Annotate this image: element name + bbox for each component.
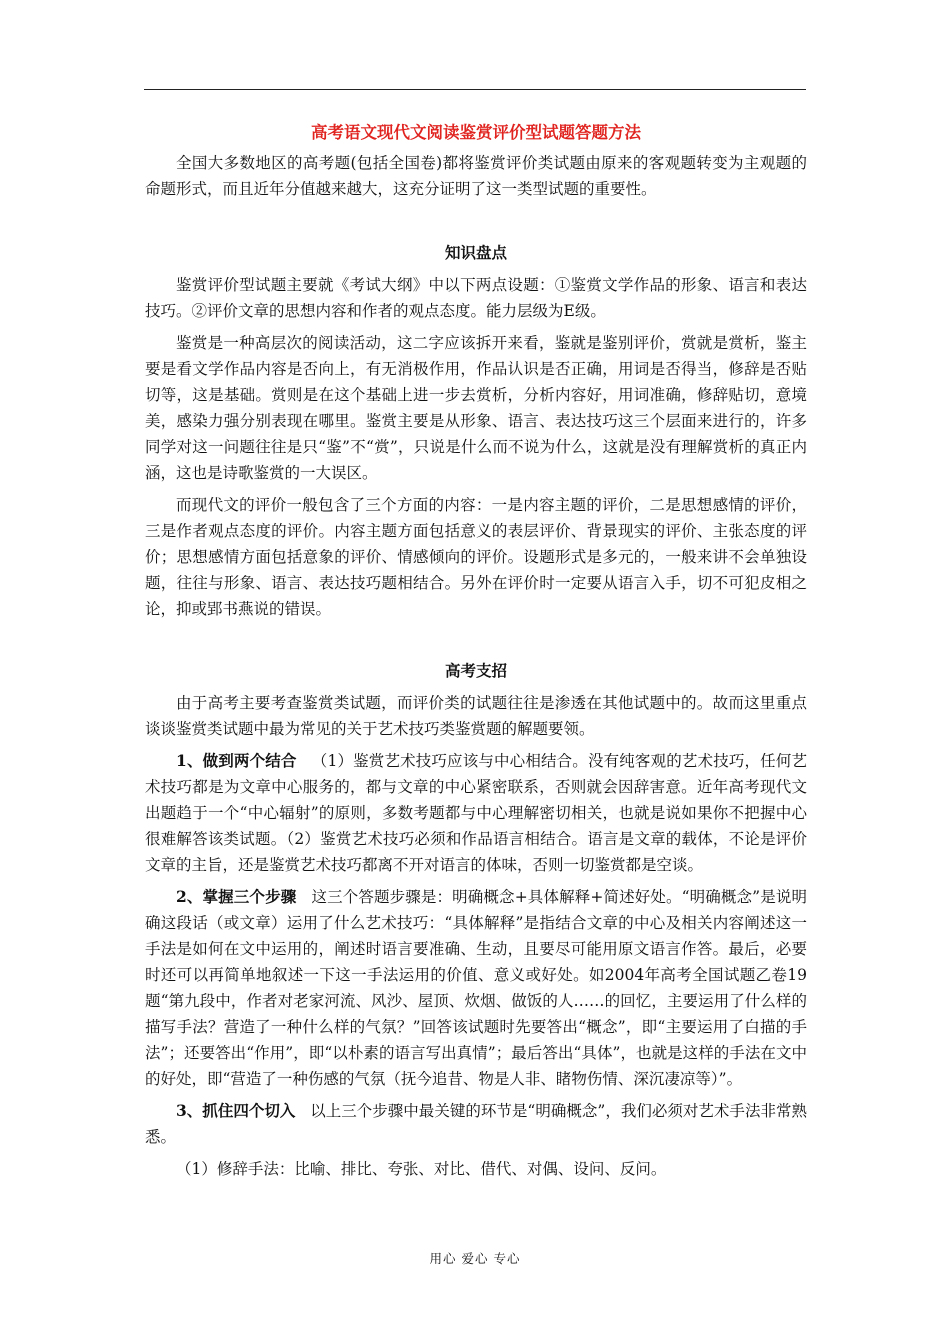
tips-item-2-body: 这三个答题步骤是：明确概念+具体解释+简述好处。“明确概念”是说明确这段话（或文章）运用了什么艺术技巧：“具体解释”是指结合文章的中心及相关内容阐述这一手法是如何在文中运用的，阐述时语言要准确、生动，且要尽可能用原文语言作答。最后，必要时还可以再简单地叙述一下这一手法运用的价值、意义或好处。如2004年高考全国试题乙卷19题“第九段中，作者对老家河流、风沙、屋顶、炊烟、做饭的人……的回忆，主要运用了什么样的描写手法？营造了一种什么样的气氛？”回答该试题时先要答出“概念”，即“主要运用了白描的手法”；还要答出“作用”，即“以朴素的语言写出真情”；最后答出“具体”，也就是这样的手法在文中的好处，即“营造了一种伤感的气氛（抚今追昔、物是人非、睹物伤情、深沉凄凉等）”。 — [145, 888, 807, 1088]
tips-paragraph-1: 由于高考主要考查鉴赏类试题，而评价类的试题往往是渗透在其他试题中的。故而这里重点谈谈鉴赏类试题中最为常见的关于艺术技巧类鉴赏题的解题要领。 — [145, 694, 807, 738]
tips-item-2 — [145, 884, 807, 1092]
tips-item-2-lead: 2、掌握三个步骤 — [176, 887, 297, 906]
tips-item-4: （1）修辞手法：比喻、排比、夸张、对比、借代、对偶、设问、反问。 — [176, 1160, 667, 1178]
tips-item-3-lead: 3、抓住四个切入 — [176, 1101, 296, 1120]
intro-paragraph: 全国大多数地区的高考题(包括全国卷)都将鉴赏评价类试题由原来的客观题转变为主观题的命题形式，而且近年分值越来越大，这充分证明了这一类型试题的重要性。 — [145, 154, 807, 198]
knowledge-paragraph-3: 而现代文的评价一般包含了三个方面的内容：一是内容主题的评价，二是思想感情的评价，三是作者观点态度的评价。内容主题方面包括意义的表层评价、背景现实的评价、主张态度的评价；思想感情方面包括意象的评价、情感倾向的评价。设题形式是多元的，一般来讲不会单独设题，往往与形象、语言、表达技巧题相结合。另外在评价时一定要从语言入手，切不可犯皮相之论，抑或郢书燕说的错误。 — [145, 496, 807, 618]
header-rule — [144, 89, 806, 90]
section-heading-knowledge: 知识盘点 — [444, 243, 507, 262]
section-heading-tips: 高考支招 — [444, 661, 507, 680]
tips-item-1-lead: 1、做到两个结合 — [176, 751, 297, 770]
tips-item-1 — [145, 748, 807, 878]
tips-item-3 — [145, 1098, 807, 1150]
knowledge-paragraph-1: 鉴赏评价型试题主要就《考试大纲》中以下两点设题：①鉴赏文学作品的形象、语言和表达技巧。②评价文章的思想内容和作者的观点态度。能力层级为E级。 — [145, 276, 807, 320]
document-title: 高考语文现代文阅读鉴赏评价型试题答题方法 — [311, 123, 641, 142]
knowledge-paragraph-2: 鉴赏是一种高层次的阅读活动，这二字应该拆开来看，鉴就是鉴别评价，赏就是赏析，鉴主要是看文学作品内容是否向上，有无消极作用，作品认识是否正确，用词是否得当，修辞是否贴切等，这是基础。赏则是在这个基础上进一步去赏析，分析内容好，用词准确，修辞贴切，意境美，感染力强分别表现在哪里。鉴赏主要是从形象、语言、表达技巧这三个层面来进行的，许多同学对这一问题往往是只“鉴”不“赏”，只说是什么而不说为什么，这就是没有理解赏析的真正内涵，这也是诗歌鉴赏的一大误区。 — [145, 334, 807, 482]
tips-item-1-body: （1）鉴赏艺术技巧应该与中心相结合。没有纯客观的艺术技巧，任何艺术技巧都是为文章中心服务的，都与文章的中心紧密联系，否则就会因辞害意。近年高考现代文出题趋于一个“中心辐射”的原则，多数考题都与中心理解密切相关，也就是说如果你不把握中心很难解答该类试题。（2）鉴赏艺术技巧必须和作品语言相结合。语言是文章的载体，不论是评价文章的主旨，还是鉴赏艺术技巧都离不开对语言的体味，否则一切鉴赏都是空谈。 — [145, 752, 807, 874]
page-footer: 用心 爱心 专心 — [429, 1251, 521, 1266]
tips-item-3-body: 以上三个步骤中最关键的环节是“明确概念”，我们必须对艺术手法非常熟悉。 — [145, 1102, 807, 1146]
document-body — [145, 120, 807, 1188]
